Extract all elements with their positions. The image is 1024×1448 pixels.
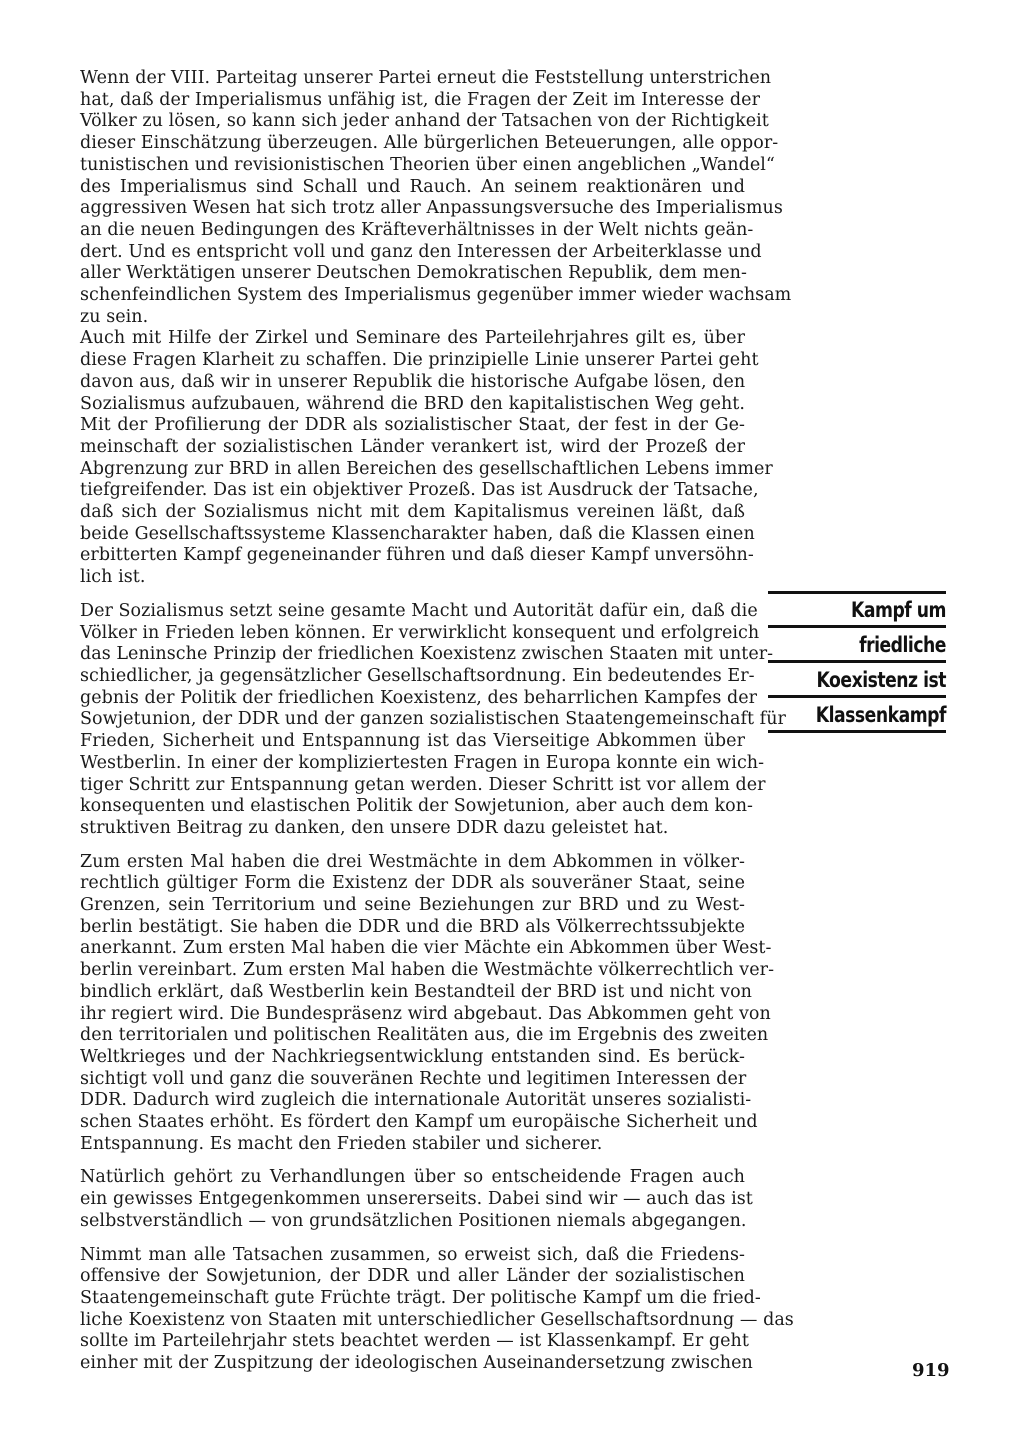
margin-heading-line: Koexistenz ist [816, 668, 946, 692]
text-line: rechtlich gültiger Form die Existenz der DDR als souveräner Staat, seine [80, 873, 745, 894]
text-line: lich ist. [80, 567, 146, 588]
paragraph [80, 1167, 753, 1232]
text-line: Wenn der VIII. Parteitag unserer Partei erneut die Feststellung unterstrichen [80, 68, 772, 88]
text-line: Grenzen, sein Territorium und seine Beziehungen zur BRD und zu West- [80, 895, 745, 916]
text-line: Weltkrieges und der Nachkriegsentwicklung entstanden sind. Es berück- [80, 1046, 745, 1067]
text-line: beide Gesellschaftssysteme Klassencharakter haben, daß die Klassen einen [80, 523, 755, 544]
text-line: Westberlin. In einer der kompliziertesten Fragen in Europa konnte ein wich- [80, 752, 765, 773]
text-line: DDR. Dadurch wird zugleich die internationale Autorität unseres sozialisti- [80, 1090, 752, 1111]
text-line: Sowjetunion, der DDR und der ganzen sozialistischen Staatengemeinschaft für [80, 709, 786, 730]
text-line: anerkannt. Zum ersten Mal haben die vier Mächte ein Abkommen über West- [80, 938, 772, 959]
margin-heading-block [768, 631, 946, 663]
text-line: liche Koexistenz von Staaten mit unterschiedlicher Gesellschaftsordnung — das [80, 1309, 794, 1330]
margin-heading-block [768, 701, 946, 733]
text-line: selbstverständlich — von grundsätzlichen Positionen niemals abgegangen. [80, 1210, 747, 1231]
text-line: offensive der Sowjetunion, der DDR und aller Länder der sozialistischen [80, 1266, 745, 1287]
text-line: konsequenten und elastischen Politik der Sowjetunion, aber auch dem kon- [80, 796, 753, 817]
text-line: Sozialismus aufzubauen, während die BRD den kapitalistischen Weg geht. [80, 393, 745, 414]
margin-heading-block [768, 666, 946, 698]
text-line: aggressiven Wesen hat sich trotz aller Anpassungsversuche des Imperialismus [80, 198, 783, 219]
text-line: aller Werktätigen unserer Deutschen Demokratischen Republik, dem men- [80, 263, 747, 284]
text-line: Entspannung. Es macht den Frieden stabiler und sicherer. [80, 1133, 603, 1154]
text-line: bindlich erklärt, daß Westberlin kein Bestandteil der BRD ist und nicht von [80, 981, 752, 1002]
margin-heading-line: Kampf um [851, 598, 946, 622]
text-line: diese Fragen Klarheit zu schaffen. Die prinzipielle Linie unserer Partei geht [80, 350, 759, 371]
margin-heading-line: Klassenkampf [815, 703, 946, 727]
text-line: ein gewisses Entgegenkommen unsererseits. Dabei sind wir — auch das ist [80, 1189, 753, 1210]
text-line: zu sein. [80, 306, 149, 327]
margin-heading-block [768, 596, 946, 628]
text-line: Frieden, Sicherheit und Entspannung ist das Vierseitige Abkommen über [80, 731, 745, 752]
text-line: meinschaft der sozialistischen Länder verankert ist, wird der Prozeß der [80, 436, 745, 457]
text-line: Abgrenzung zur BRD in allen Bereichen des gesellschaftlichen Lebens immer [80, 458, 773, 479]
paragraph [80, 600, 786, 840]
text-line: erbitterten Kampf gegeneinander führen und daß dieser Kampf unversöhn- [80, 545, 754, 566]
text-line: schen Staates erhöht. Es fördert den Kampf um europäische Sicherheit und [80, 1112, 758, 1133]
text-line: Mit der Profilierung der DDR als sozialistischer Staat, der fest in der Ge- [80, 415, 745, 436]
paragraph [80, 328, 773, 588]
text-line: dieser Einschätzung überzeugen. Alle bürgerlichen Beteuerungen, alle oppor- [80, 133, 779, 154]
page-number: 919 [912, 1360, 950, 1381]
text-line: Völker zu lösen, so kann sich jeder anhand der Tatsachen von der Richtigkeit [80, 111, 769, 132]
paragraph [80, 851, 775, 1156]
text-line: gebnis der Politik der friedlichen Koexistenz, des beharrlichen Kampfes der [80, 687, 758, 708]
text-line: den territorialen und politischen Realitäten aus, die im Ergebnis des zweiten [80, 1025, 769, 1046]
text-line: des Imperialismus sind Schall und Rauch. An seinem reaktionären und [80, 176, 745, 197]
text-line: das Leninsche Prinzip der friedlichen Koexistenz zwischen Staaten mit unter- [80, 644, 774, 665]
text-line: Zum ersten Mal haben die drei Westmächte in dem Abkommen in völker- [80, 851, 745, 872]
text-line: davon aus, daß wir in unserer Republik die historische Aufgabe lösen, den [80, 371, 746, 392]
text-line: tiefgreifender. Das ist ein objektiver Prozeß. Das ist Ausdruck der Tatsache, [80, 480, 759, 501]
text-line: sichtigt voll und ganz die souveränen Rechte und legitimen Interessen der [80, 1068, 747, 1089]
text-line: Staatengemeinschaft gute Früchte trägt. Der politische Kampf um die fried- [80, 1287, 761, 1308]
margin-heading-top-rule [768, 591, 946, 594]
text-line: daß sich der Sozialismus nicht mit dem Kapitalismus vereinen läßt, daß [80, 502, 745, 523]
text-line: dert. Und es entspricht voll und ganz den Interessen der Arbeiterklasse und [80, 241, 762, 262]
text-line: sollte im Parteilehrjahr stets beachtet werden — ist Klassenkampf. Er geht [80, 1331, 749, 1352]
text-line: struktiven Beitrag zu danken, den unsere DDR dazu geleistet hat. [80, 817, 669, 838]
text-line: schenfeindlichen System des Imperialismus gegenüber immer wieder wachsam [80, 285, 792, 306]
text-line: berlin bestätigt. Sie haben die DDR und die BRD als Völkerrechtssubjekte [80, 916, 745, 937]
text-line: tunistischen und revisionistischen Theorien über einen angeblichen „Wandel“ [80, 154, 775, 175]
text-line: Auch mit Hilfe der Zirkel und Seminare des Parteilehrjahres gilt es, über [80, 328, 745, 349]
text-line: einher mit der Zuspitzung der ideologischen Auseinandersetzung zwischen [80, 1353, 753, 1374]
text-line: an die neuen Bedingungen des Kräfteverhältnisses in der Welt nichts geän- [80, 219, 754, 240]
text-line: Völker in Frieden leben können. Er verwirklicht konsequent und erfolgreich [80, 622, 760, 643]
text-line: ihr regiert wird. Die Bundespräsenz wird abgebaut. Das Abkommen geht von [80, 1003, 771, 1024]
paragraph [80, 1244, 794, 1375]
text-line: hat, daß der Imperialismus unfähig ist, die Fragen der Zeit im Interesse der [80, 89, 761, 110]
margin-heading-line: friedliche [859, 633, 946, 657]
text-line: tiger Schritt zur Entspannung getan werden. Dieser Schritt ist vor allem der [80, 774, 766, 795]
main-text-column [80, 68, 794, 1375]
text-line: Der Sozialismus setzt seine gesamte Macht und Autorität dafür ein, daß die [80, 600, 758, 621]
paragraph [80, 68, 792, 328]
margin-heading [768, 591, 946, 733]
text-line: Nimmt man alle Tatsachen zusammen, so erweist sich, daß die Friedens- [80, 1244, 745, 1265]
text-line: schiedlicher, ja gegensätzlicher Gesellschaftsordnung. Ein bedeutendes Er- [80, 665, 755, 686]
text-line: Natürlich gehört zu Verhandlungen über so entscheidende Fragen auch [80, 1167, 745, 1188]
text-line: berlin vereinbart. Zum ersten Mal haben die Westmächte völkerrechtlich ver- [80, 960, 775, 981]
